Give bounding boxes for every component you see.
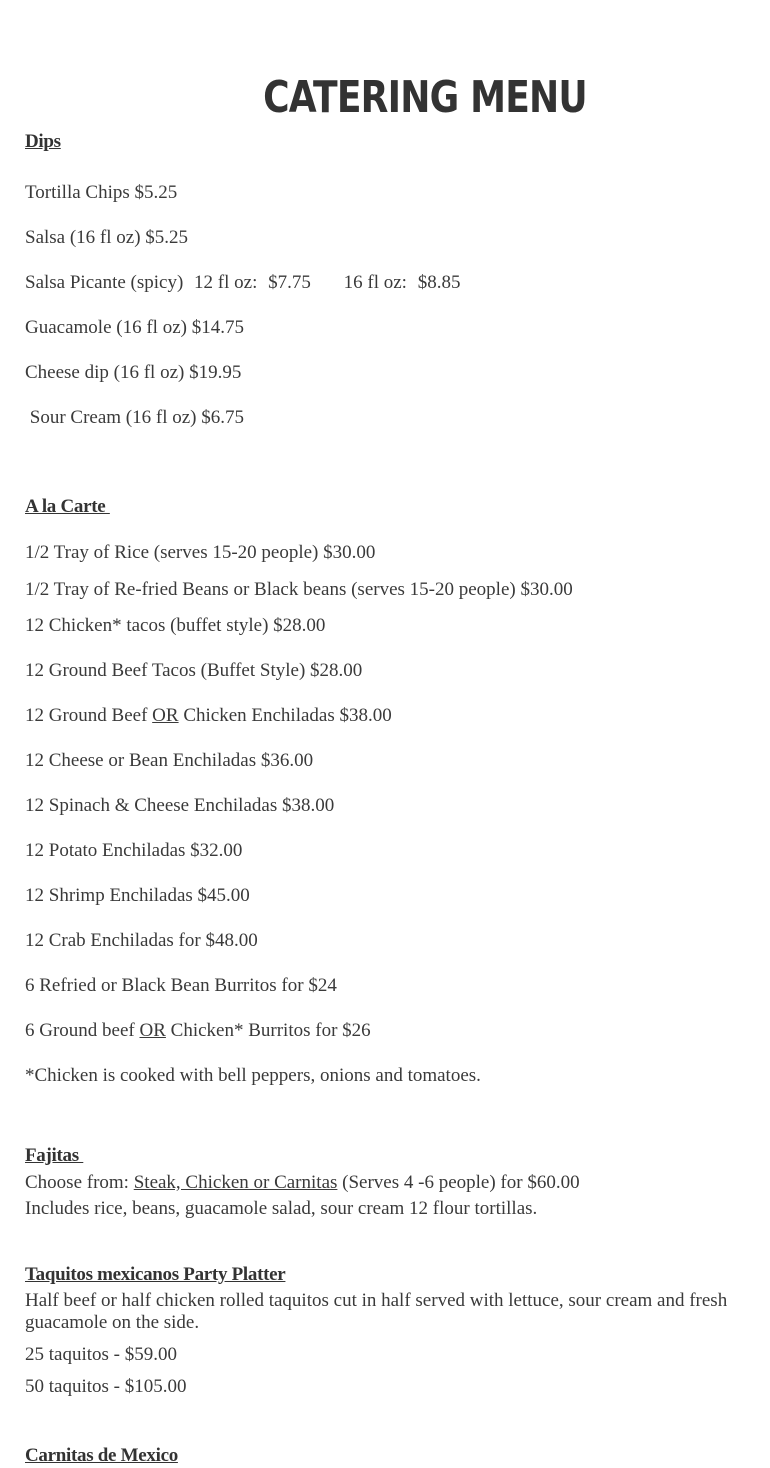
page-title: CATERING MENU xyxy=(77,72,770,124)
menu-item: 12 Potato Enchiladas $32.00 xyxy=(25,839,242,863)
menu-item: Salsa (16 fl oz) $5.25 xyxy=(25,226,188,250)
item-text: (Serves 4 -6 people) for $60.00 xyxy=(337,1172,579,1193)
menu-item: 12 Crab Enchiladas for $48.00 xyxy=(25,929,258,953)
price: $7.75 xyxy=(268,272,311,293)
section-heading-taquitos: Taquitos mexicanos Party Platter xyxy=(25,1263,285,1287)
menu-item: 50 taquitos - $105.00 xyxy=(25,1375,187,1399)
size-label: 16 fl oz: xyxy=(344,272,407,293)
or-emphasis: OR xyxy=(152,705,178,726)
menu-item: Sour Cream (16 fl oz) $6.75 xyxy=(25,406,244,430)
menu-item: 6 Refried or Black Bean Burritos for $24 xyxy=(25,974,337,998)
menu-item: 12 Ground Beef Tacos (Buffet Style) $28.00 xyxy=(25,659,362,683)
item-text: 12 Ground Beef xyxy=(25,705,152,726)
item-text: Chicken* Burritos for $26 xyxy=(166,1020,371,1041)
menu-item-burritos-mixed xyxy=(25,1019,371,1043)
menu-item: Cheese dip (16 fl oz) $19.95 xyxy=(25,361,241,385)
menu-item: 12 Chicken* tacos (buffet style) $28.00 xyxy=(25,614,325,638)
menu-item: 12 Spinach & Cheese Enchiladas $38.00 xyxy=(25,794,334,818)
menu-item: 1/2 Tray of Rice (serves 15-20 people) $30.00 xyxy=(25,541,375,565)
menu-item: 12 Cheese or Bean Enchiladas $36.00 xyxy=(25,749,313,773)
menu-item: Guacamole (16 fl oz) $14.75 xyxy=(25,316,244,340)
or-emphasis: OR xyxy=(140,1020,166,1041)
menu-item-salsa-picante xyxy=(25,271,460,295)
taquitos-description: Half beef or half chicken rolled taquitos cut in half served with lettuce, sour cream and fresh guacamole on the side. xyxy=(25,1290,755,1334)
fajitas-includes: Includes rice, beans, guacamole salad, sour cream 12 flour tortillas. xyxy=(25,1197,537,1221)
item-text: 6 Ground beef xyxy=(25,1020,140,1041)
item-text: Choose from: xyxy=(25,1172,134,1193)
menu-item: 12 Shrimp Enchiladas $45.00 xyxy=(25,884,250,908)
section-heading-fajitas: Fajitas xyxy=(25,1144,83,1168)
price: $8.85 xyxy=(418,272,461,293)
menu-item: 1/2 Tray of Re-fried Beans or Black beans (serves 15-20 people) $30.00 xyxy=(25,578,573,602)
menu-item: 25 taquitos - $59.00 xyxy=(25,1343,177,1367)
item-name: Salsa Picante (spicy) xyxy=(25,272,183,293)
fajitas-options: Steak, Chicken or Carnitas xyxy=(134,1172,338,1193)
menu-item-enchiladas-mixed xyxy=(25,704,392,728)
item-text: Chicken Enchiladas $38.00 xyxy=(179,705,392,726)
menu-item: Tortilla Chips $5.25 xyxy=(25,181,177,205)
section-heading-a-la-carte: A la Carte xyxy=(25,495,110,519)
section-heading-carnitas: Carnitas de Mexico xyxy=(25,1444,178,1468)
menu-note: *Chicken is cooked with bell peppers, onions and tomatoes. xyxy=(25,1064,481,1088)
section-heading-dips: Dips xyxy=(25,130,61,154)
fajitas-choose-line xyxy=(25,1171,580,1195)
size-label: 12 fl oz: xyxy=(194,272,257,293)
